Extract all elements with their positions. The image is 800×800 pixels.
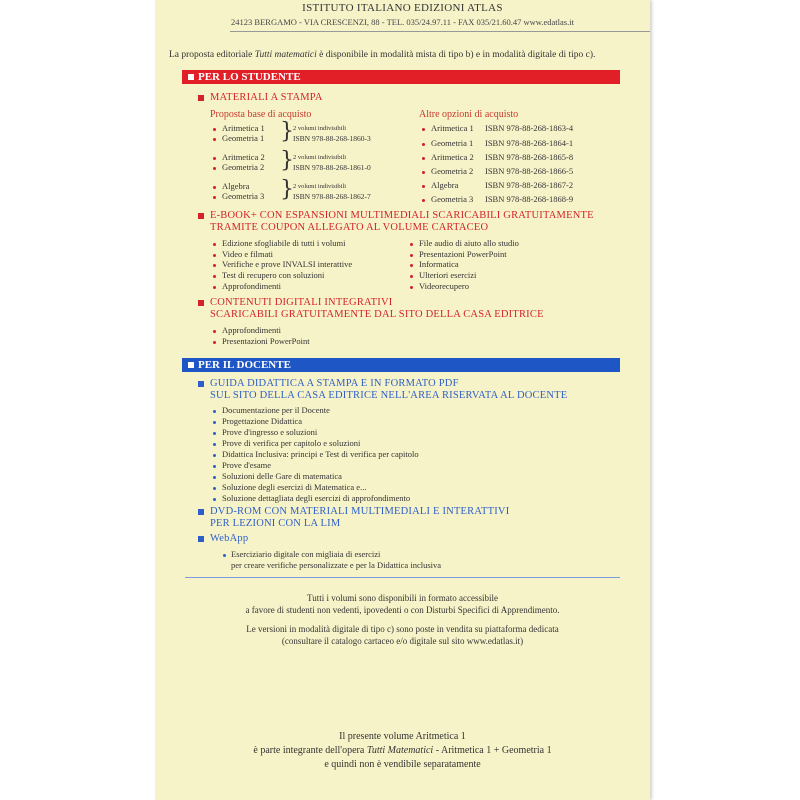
bullet-dot bbox=[213, 341, 216, 344]
back-cover bbox=[155, 0, 650, 800]
option3-isbn: ISBN 978-88-268-1865-8 bbox=[485, 152, 574, 162]
footer-line2-prefix: è parte integrante dell'opera bbox=[253, 745, 367, 756]
group1-vol2: Geometria 1 bbox=[222, 133, 265, 143]
bullet-dot bbox=[223, 554, 226, 557]
bullet-dot bbox=[410, 286, 413, 289]
guide-item: Soluzione dettagliata degli esercizi di approfondimento bbox=[222, 493, 411, 503]
bullet-dot bbox=[422, 199, 425, 202]
dvd-heading-line1: DVD-ROM CON MATERIALI MULTIMEDIALI E INTERATTIVI bbox=[210, 506, 510, 517]
guide-item: Didattica Inclusiva: principi e Test di verifica per capitolo bbox=[222, 449, 419, 459]
bullet-dot bbox=[410, 254, 413, 257]
ebook-right-item: Ulteriori esercizi bbox=[419, 270, 477, 280]
group1-isbn: ISBN 978-88-268-1860-3 bbox=[293, 134, 371, 143]
group1-note: 2 volumi indivisibili bbox=[293, 125, 347, 132]
guide-item: Prove di verifica per capitolo e soluzioni bbox=[222, 438, 361, 448]
print-materials-heading: MATERIALI A STAMPA bbox=[210, 92, 323, 103]
footer-line2 bbox=[155, 744, 650, 758]
group2-isbn: ISBN 978-88-268-1861-0 bbox=[293, 163, 371, 172]
ebook-right-item: Videorecupero bbox=[419, 281, 469, 291]
guide-heading-line1: GUIDA DIDATTICA A STAMPA E IN FORMATO PDF bbox=[210, 378, 459, 389]
bullet-dot bbox=[213, 264, 216, 267]
footer-line2-suffix: - Aritmetica 1 + Geometria 1 bbox=[433, 745, 552, 756]
brace-icon: } bbox=[280, 119, 294, 144]
student-bar-label: PER LO STUDENTE bbox=[198, 71, 301, 83]
bullet-dot bbox=[410, 243, 413, 246]
webapp-item-line1: Eserciziario digitale con migliaia di esercizi bbox=[231, 549, 381, 559]
brace-icon: } bbox=[280, 148, 294, 173]
group2-vol1: Aritmetica 2 bbox=[222, 152, 265, 162]
bullet-dot bbox=[213, 410, 216, 413]
option2-isbn: ISBN 978-88-268-1864-1 bbox=[485, 138, 574, 148]
ebook-left-item: Verifiche e prove INVALSI interattive bbox=[222, 259, 353, 269]
ebook-right-item: Informatica bbox=[419, 259, 459, 269]
bullet-dot bbox=[422, 157, 425, 160]
bullet-dot bbox=[213, 498, 216, 501]
base-purchase-heading: Proposta base di acquisto bbox=[210, 109, 312, 120]
bullet-dot bbox=[422, 143, 425, 146]
ebook-heading-line2: TRAMITE COUPON ALLEGATO AL VOLUME CARTACEO bbox=[210, 222, 489, 233]
guide-item: Soluzione degli esercizi di Matematica e... bbox=[222, 482, 367, 492]
group3-isbn: ISBN 978-88-268-1862-7 bbox=[293, 192, 371, 201]
bullet-dot bbox=[213, 243, 216, 246]
intro-suffix: è disponibile in modalità mista di tipo b) e in modalità digitale di tipo c). bbox=[316, 50, 596, 60]
teacher-bar-label: PER IL DOCENTE bbox=[198, 359, 291, 371]
option1-vol: Aritmetica 1 bbox=[431, 123, 474, 133]
bullet-dot bbox=[213, 186, 216, 189]
ebook-right-item: File audio di aiuto allo studio bbox=[419, 238, 519, 248]
publisher-name: ISTITUTO ITALIANO EDIZIONI ATLAS bbox=[302, 2, 503, 14]
bullet-dot bbox=[410, 275, 413, 278]
group2-note: 2 volumi indivisibili bbox=[293, 154, 347, 161]
intro-text bbox=[169, 50, 595, 60]
intro-title: Tutti matematici bbox=[254, 50, 317, 60]
header-divider bbox=[230, 31, 650, 32]
bullet-dot bbox=[422, 171, 425, 174]
bullet-dot bbox=[422, 185, 425, 188]
ebook-left-item: Approfondimenti bbox=[222, 281, 282, 291]
ebook-left-item: Video e filmati bbox=[222, 249, 273, 259]
bullet-dot bbox=[410, 264, 413, 267]
publisher-address: 24123 BERGAMO - VIA CRESCENZI, 88 - TEL. 035/24.97.11 - FAX 035/21.60.47 www.edatlas.it bbox=[231, 17, 574, 27]
guide-item: Prove d'esame bbox=[222, 460, 271, 470]
group3-vol1: Algebra bbox=[222, 181, 250, 191]
bullet-dot bbox=[213, 443, 216, 446]
bullet-dot bbox=[213, 138, 216, 141]
bullet-dot bbox=[422, 128, 425, 131]
brace-icon: } bbox=[280, 177, 294, 202]
square-icon bbox=[188, 74, 194, 80]
digital-heading-line1: CONTENUTI DIGITALI INTEGRATIVI bbox=[210, 297, 393, 308]
guide-item: Soluzioni delle Gare di matematica bbox=[222, 471, 342, 481]
option1-isbn: ISBN 978-88-268-1863-4 bbox=[485, 123, 574, 133]
bullet-dot bbox=[213, 196, 216, 199]
guide-item: Progettazione Didattica bbox=[222, 416, 303, 426]
group3-note: 2 volumi indivisibili bbox=[293, 183, 347, 190]
guide-heading-line2: SUL SITO DELLA CASA EDITRICE NELL'AREA RISERVATA AL DOCENTE bbox=[210, 390, 568, 401]
option3-vol: Aritmetica 2 bbox=[431, 152, 474, 162]
group1-vol1: Aritmetica 1 bbox=[222, 123, 265, 133]
option4-isbn: ISBN 978-88-268-1866-5 bbox=[485, 166, 574, 176]
webapp-item-line2: per creare verifiche personalizzate e per la Didattica inclusiva bbox=[231, 560, 442, 570]
ebook-left-item: Test di recupero con soluzioni bbox=[222, 270, 325, 280]
group2-vol2: Geometria 2 bbox=[222, 162, 265, 172]
dvd-heading-line2: PER LEZIONI CON LA LIM bbox=[210, 518, 341, 529]
bullet-dot bbox=[213, 421, 216, 424]
option2-vol: Geometria 1 bbox=[431, 138, 474, 148]
footer-work-title: Tutti Matematici bbox=[366, 745, 434, 756]
other-options-heading: Altre opzioni di acquisto bbox=[419, 109, 519, 120]
square-icon bbox=[188, 362, 194, 368]
guide-item: Documentazione per il Docente bbox=[222, 405, 330, 415]
bullet-dot bbox=[213, 476, 216, 479]
teacher-section-bar bbox=[182, 358, 620, 372]
bullet-dot bbox=[213, 157, 216, 160]
option6-isbn: ISBN 978-88-268-1868-9 bbox=[485, 194, 574, 204]
ebook-left-item: Edizione sfogliabile di tutti i volumi bbox=[222, 238, 346, 248]
option4-vol: Geometria 2 bbox=[431, 166, 474, 176]
guide-item: Prove d'ingresso e soluzioni bbox=[222, 427, 318, 437]
group3-vol2: Geometria 3 bbox=[222, 191, 265, 201]
bullet-dot bbox=[213, 128, 216, 131]
accessibility-line1: Tutti i volumi sono disponibili in formato accessibile bbox=[307, 593, 498, 603]
bullet-dot bbox=[213, 465, 216, 468]
ebook-heading-line1: E-BOOK+ CON ESPANSIONI MULTIMEDIALI SCARICABILI GRATUITAMENTE bbox=[210, 210, 594, 221]
footer-line3: e quindi non è vendibile separatamente bbox=[324, 759, 481, 770]
digital-item: Approfondimenti bbox=[222, 325, 282, 335]
bullet-dot bbox=[213, 167, 216, 170]
webapp-heading: WebApp bbox=[210, 533, 249, 544]
digital-item: Presentazioni PowerPoint bbox=[222, 336, 310, 346]
student-section-bar bbox=[182, 70, 620, 84]
bullet-dot bbox=[213, 286, 216, 289]
digital-heading-line2: SCARICABILI GRATUITAMENTE DAL SITO DELLA CASA EDITRICE bbox=[210, 309, 544, 320]
accessibility-line4: (consultare il catalogo cartaceo e/o digitale sul sito www.edatlas.it) bbox=[281, 636, 524, 646]
bullet-dot bbox=[213, 330, 216, 333]
option5-vol: Algebra bbox=[431, 180, 459, 190]
option6-vol: Geometria 3 bbox=[431, 194, 474, 204]
bullet-dot bbox=[213, 275, 216, 278]
accessibility-line3: Le versioni in modalità digitale di tipo c) sono poste in vendita su piattaforma dedicata bbox=[246, 624, 559, 634]
bullet-dot bbox=[213, 487, 216, 490]
accessibility-line2: a favore di studenti non vedenti, ipovedenti o con Disturbi Specifici di Apprendimento. bbox=[245, 605, 560, 615]
option5-isbn: ISBN 978-88-268-1867-2 bbox=[485, 180, 574, 190]
bullet-dot bbox=[213, 432, 216, 435]
bullet-dot bbox=[213, 454, 216, 457]
bullet-dot bbox=[213, 254, 216, 257]
ebook-right-item: Presentazioni PowerPoint bbox=[419, 249, 507, 259]
section-divider bbox=[185, 577, 620, 578]
intro-prefix: La proposta editoriale bbox=[169, 50, 255, 60]
footer-line1: Il presente volume Aritmetica 1 bbox=[339, 731, 466, 742]
